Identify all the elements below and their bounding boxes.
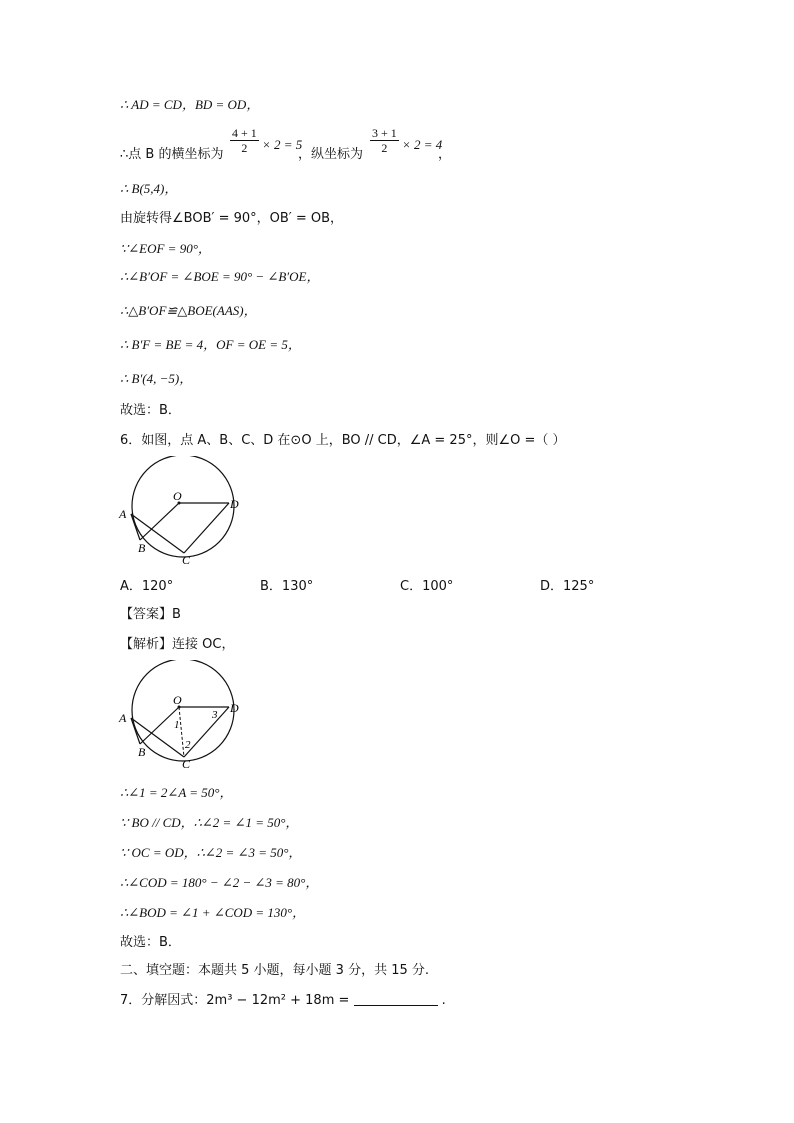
label-d: D <box>230 701 239 715</box>
question-6: 6．如图，点 A、B、C、D 在⊙O 上，BO // CD，∠A = 25°，则∠O =（ ） <box>120 433 566 448</box>
solution-line-2-suffix: ， <box>438 147 452 162</box>
fraction-x-rest: × 2 = 5 <box>262 137 303 152</box>
step-2: ∵ BO // CD，∴∠2 = ∠1 = 50°， <box>120 815 299 830</box>
segment-dc <box>184 707 229 757</box>
label-c: C <box>182 553 191 567</box>
angle-label-1: 1 <box>174 719 180 731</box>
label-a: A <box>119 711 127 725</box>
label-o: O <box>173 489 182 503</box>
label-c: C <box>182 757 191 771</box>
angle-label-3: 3 <box>212 709 218 721</box>
option-c: C．100° <box>400 579 454 594</box>
solution-line-8: ∴ B′F = BE = 4，OF = OE = 5， <box>120 337 301 352</box>
answer-blank[interactable] <box>354 993 438 1006</box>
option-b: B．130° <box>260 579 314 594</box>
analysis-line: 【解析】连接 OC， <box>120 637 235 652</box>
step-6: 故选：B． <box>120 935 181 950</box>
segment-oc-dashed <box>179 707 184 757</box>
solution-line-3: ∴ B(5,4)， <box>120 181 178 196</box>
solution-line-10: 故选：B． <box>120 403 181 418</box>
circle-o <box>132 660 234 761</box>
label-o: O <box>173 693 182 707</box>
solution-line-1: ∴ AD = CD，BD = OD， <box>120 97 260 112</box>
step-1: ∴∠1 = 2∠A = 50°， <box>120 785 233 800</box>
label-a: A <box>119 507 127 521</box>
step-3: ∵ OC = OD，∴∠2 = ∠3 = 50°， <box>120 845 302 860</box>
question-7: 7．分解因式：2m³ − 12m² + 18m = . <box>120 993 446 1008</box>
fraction-y-rest: × 2 = 4 <box>402 137 443 152</box>
solution-line-6: ∴∠B′OF = ∠BOE = 90° − ∠B′OE， <box>120 269 320 284</box>
fraction-y: $\frac{3 + 1}{2}$ <box>372 126 397 155</box>
figure-1-circle-diagram <box>112 456 252 568</box>
solution-line-2-mid: ，纵坐标为 <box>298 147 364 162</box>
angle-label-2: 2 <box>185 739 191 751</box>
solution-line-2: ∴点 B 的横坐标为 <box>120 147 224 162</box>
section-2-heading: 二、填空题：本题共 5 小题，每小题 3 分，共 15 分. <box>120 963 430 978</box>
figure-2-circle-diagram <box>112 660 252 772</box>
answer-line: 【答案】B <box>120 607 181 622</box>
option-d: D．125° <box>540 579 595 594</box>
step-4: ∴∠COD = 180° − ∠2 − ∠3 = 80°， <box>120 875 319 890</box>
label-b: B <box>138 541 146 555</box>
fraction-x: $\frac{4 + 1}{2}$ <box>232 126 257 155</box>
segment-dc <box>184 503 229 553</box>
solution-line-7: ∴△B′OF≌△BOE(AAS)， <box>120 303 257 318</box>
step-5: ∴∠BOD = ∠1 + ∠COD = 130°， <box>120 905 306 920</box>
label-d: D <box>230 497 239 511</box>
solution-line-5: ∵∠EOF = 90°， <box>120 241 211 256</box>
label-b: B <box>138 745 146 759</box>
option-a: A．120° <box>120 579 174 594</box>
circle-o <box>132 456 234 557</box>
solution-line-4: 由旋转得∠BOB′ = 90°，OB′ = OB， <box>120 211 344 226</box>
solution-line-9: ∴ B′(4, −5)， <box>120 371 193 386</box>
